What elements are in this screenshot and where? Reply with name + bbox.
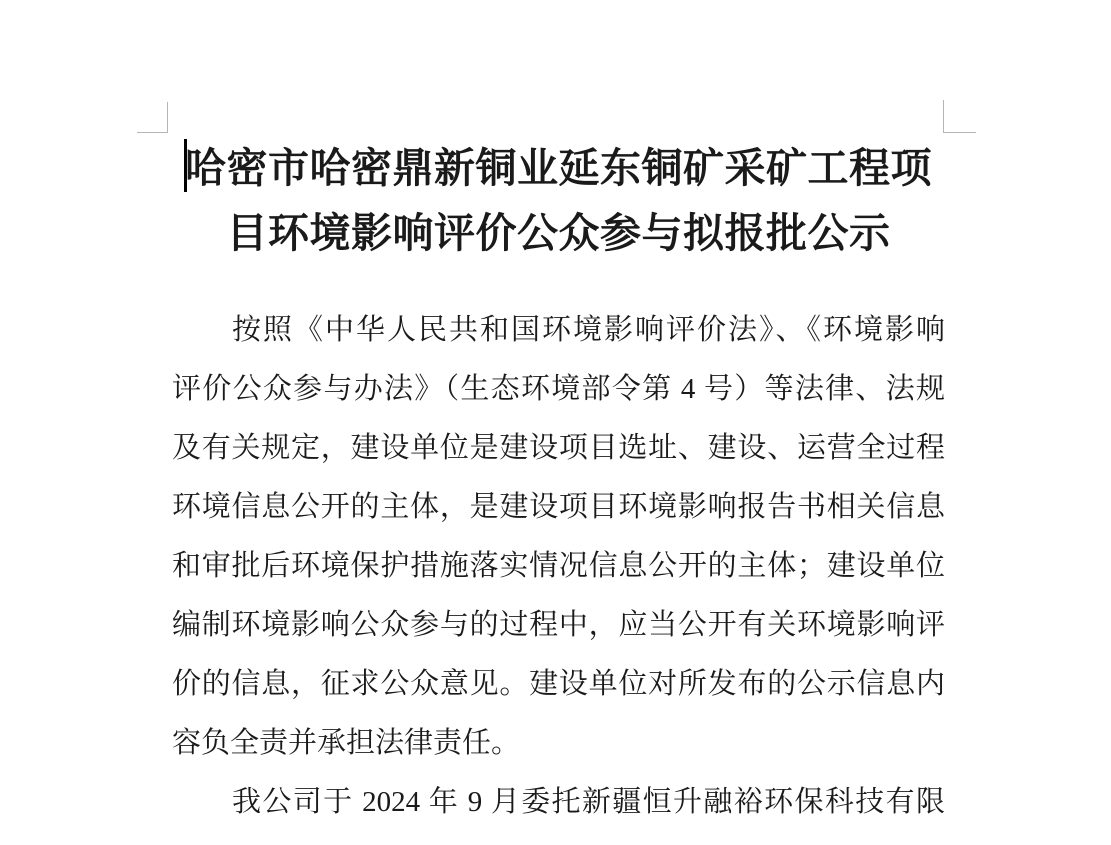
body-text-line[interactable]: 价的信息，征求公众意见。建设单位对所发布的公示信息内 (172, 668, 945, 700)
body-text-line[interactable]: 和审批后环境保护措施落实情况信息公开的主体；建设单位 (172, 550, 945, 582)
body-text-line[interactable]: 我公司于 2024 年 9 月委托新疆恒升融裕环保科技有限 (232, 786, 945, 818)
body-text-line[interactable]: 及有关规定，建设单位是建设项目选址、建设、运营全过程 (172, 432, 945, 464)
document-body (172, 301, 945, 832)
document-title-line-1[interactable]: 哈密市哈密鼎新铜业延东铜矿采矿工程项 (185, 145, 932, 191)
body-text-line[interactable]: 按照《中华人民共和国环境影响评价法》、《环境影响 (232, 314, 945, 346)
body-text-line[interactable]: 容负全责并承担法律责任。 (172, 727, 521, 759)
document-title-line-2[interactable]: 目环境影响评价公众参与拟报批公示 (226, 210, 891, 256)
body-text-line[interactable]: 环境信息公开的主体，是建设项目环境影响报告书相关信息 (172, 491, 945, 523)
text-boundary-mark-top-left (137, 102, 168, 133)
document-title (172, 136, 945, 266)
body-text-line[interactable]: 评价公众参与办法》（生态环境部令第 4 号）等法律、法规 (172, 373, 945, 405)
text-boundary-mark-top-right (943, 100, 976, 133)
body-text-line[interactable]: 编制环境影响公众参与的过程中，应当公开有关环境影响评 (172, 609, 945, 641)
